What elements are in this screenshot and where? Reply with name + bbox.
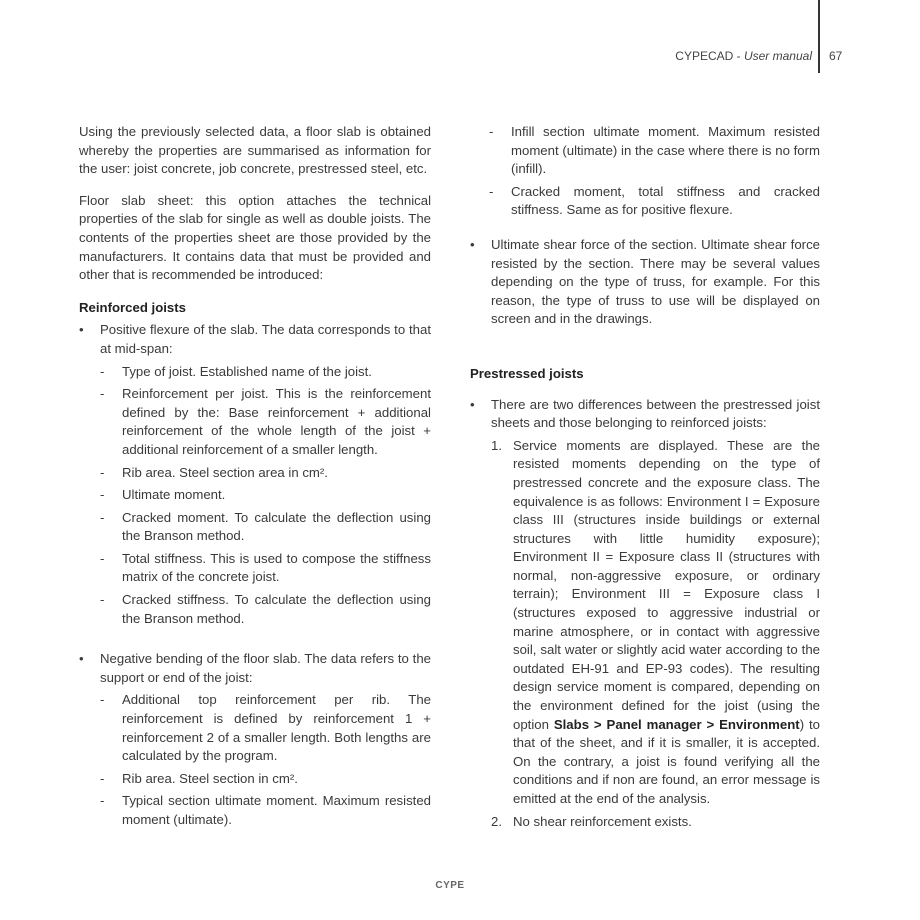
bullet-item: [79, 650, 431, 829]
item-text: No shear reinforcement exists.: [513, 813, 692, 829]
header-title: CYPECAD -: [675, 49, 744, 63]
list-item: [100, 385, 431, 459]
list-item: [100, 550, 431, 587]
item-text: ) to that of the sheet, and if it is smaller, it is accepted. On the contrary, a joist is found verifying all the conditions and if non are found, an error message is emitted at the end of the analysis.: [513, 716, 820, 806]
bullet-text: Ultimate shear force of the section. Ultimate shear force resisted by the section. There may be several values depending on the type of truss, for example. For this reason, the type of truss to use will be displayed on screen and in the drawings.: [491, 236, 820, 327]
list-item: [489, 183, 820, 220]
dash-icon: -: [100, 793, 105, 809]
list-item-text: Cracked stiffness. To calculate the deflection using the Branson method.: [122, 592, 431, 626]
dash-icon: -: [100, 509, 105, 525]
dash-icon: -: [100, 464, 105, 480]
list-item: [100, 770, 431, 789]
header-subtitle: User manual: [743, 49, 812, 63]
list-item-text: Type of joist. Established name of the joist.: [122, 363, 372, 379]
list-item: [100, 363, 431, 382]
list-item-text: Ultimate moment.: [122, 487, 226, 503]
continued-list: [470, 123, 820, 220]
bullet-icon: •: [470, 236, 475, 252]
list-item-text: Total stiffness. This is used to compose the stiffness matrix of the concrete joist.: [122, 550, 431, 585]
bullet-item: [470, 236, 820, 329]
list-item-text: Rib area. Steel section area in cm².: [122, 464, 328, 480]
bullet-icon: •: [79, 322, 84, 338]
dash-icon: -: [100, 692, 105, 708]
dash-icon: -: [100, 487, 105, 503]
list-item: [100, 591, 431, 628]
section-heading: Prestressed joists: [470, 365, 584, 381]
footer-brand: CYPE: [435, 880, 465, 891]
list-item: [100, 464, 431, 483]
running-header: [675, 47, 812, 66]
bullet-icon: •: [470, 396, 475, 412]
bullet-item: [470, 396, 820, 832]
left-column: [79, 123, 431, 834]
bullet-item: [79, 321, 431, 628]
list-item: [489, 123, 820, 179]
header-divider: [818, 0, 820, 73]
list-item-text: Cracked moment. To calculate the deflection using the Branson method.: [122, 509, 431, 544]
numbered-item: [491, 813, 820, 832]
list-item-text: Typical section ultimate moment. Maximum resisted moment (ultimate).: [122, 793, 431, 827]
bullet-text: Positive flexure of the slab. The data corresponds to that at mid-span:: [100, 322, 431, 356]
list-item: [100, 486, 431, 505]
dash-icon: -: [100, 592, 105, 608]
list-item-text: Cracked moment, total stiffness and cracked stiffness. Same as for positive flexure.: [511, 183, 820, 218]
list-item: [100, 509, 431, 546]
dash-icon: -: [100, 770, 105, 786]
list-item-text: Additional top reinforcement per rib. The reinforcement is defined by reinforcement 1 + reinforcement 2 of a smaller length. Both lengths are calculated by the program.: [122, 692, 431, 764]
list-item-text: Reinforcement per joist. This is the reinforcement defined by the: Base reinforcement + additional reinforcement of the whole length of the joist + additional reinforcement of a smaller length.: [122, 386, 431, 457]
section-heading: Reinforced joists: [79, 299, 186, 315]
bullet-text: There are two differences between the prestressed joist sheets and those belonging to reinforced joists:: [491, 396, 820, 431]
dash-icon: -: [100, 386, 105, 402]
dash-icon: -: [489, 183, 494, 199]
page-number: 67: [829, 49, 843, 63]
item-number: 1.: [491, 437, 502, 453]
right-column: [470, 123, 820, 835]
list-item-text: Rib area. Steel section in cm².: [122, 770, 298, 786]
dash-icon: -: [100, 550, 105, 566]
dash-icon: -: [100, 363, 105, 379]
list-item-text: Infill section ultimate moment. Maximum resisted moment (ultimate) in the case where there is no form (infill).: [511, 124, 820, 177]
list-item: [100, 691, 431, 765]
bullet-icon: •: [79, 651, 84, 667]
list-item: [100, 792, 431, 829]
dash-icon: -: [489, 124, 494, 139]
item-number: 2.: [491, 813, 502, 829]
numbered-item: [491, 437, 820, 809]
paragraph: Using the previously selected data, a floor slab is obtained whereby the properties are summarised as information for the user: joist concrete, job concrete, prestressed steel, etc.: [79, 124, 431, 177]
item-text: Service moments are displayed. These are the resisted moments depending on the type of prestressed concrete and the exposure class. The equivalence is as follows: Environment I = Exposure class III (structures inside buildings or external structures with little humidity exposure); Environment II = Exposure class II (structures with normal, non-aggressive exposure, or ordinary terrain); Environment III = Exposure class I (structures exposed to aggressive industrial or marine atmosphere, or in contact with aggressive soil, salt water or slightly acid water according to the outdated EH-91 and EP-93 codes). The resulting design service moment is compared, depending on the environment defined for the joist (using the option: [513, 437, 820, 732]
paragraph: Floor slab sheet: this option attaches the technical properties of the slab for single as well as double joists. The contents of the properties sheet are those provided by the manufacturers. It contains data that must be provided and other that is recommended be introduced:: [79, 192, 431, 283]
bullet-text: Negative bending of the floor slab. The data refers to the support or end of the joist:: [100, 651, 431, 685]
menu-path: Slabs > Panel manager > Environment: [553, 716, 800, 732]
